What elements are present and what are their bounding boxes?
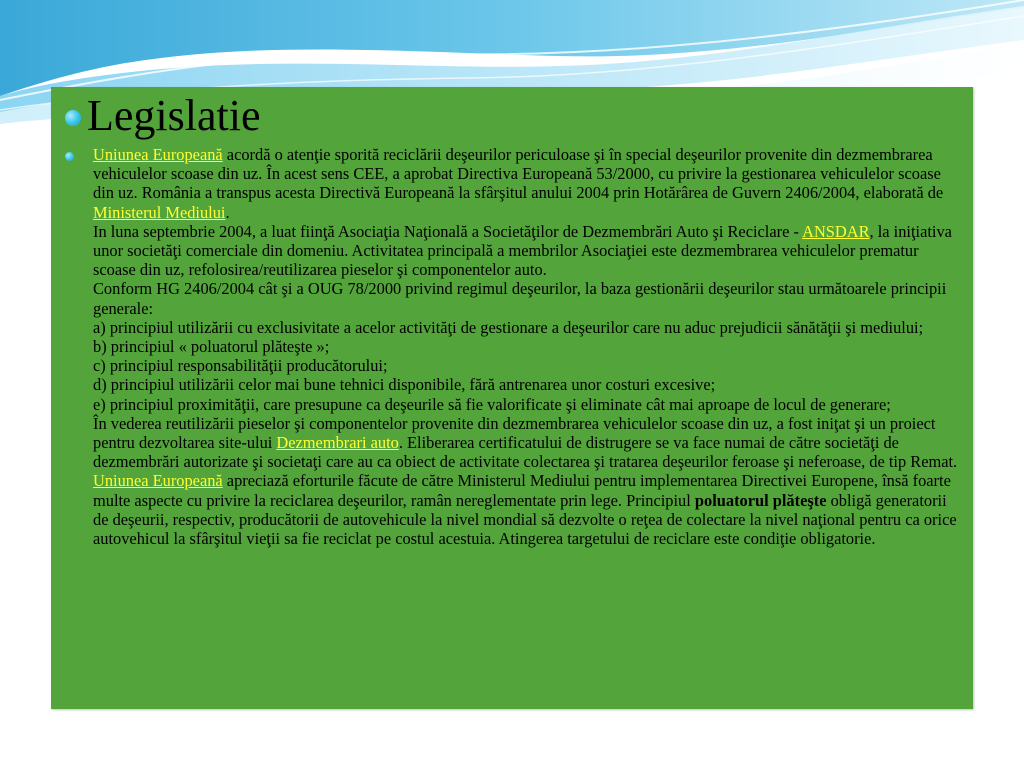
principle-item: d) principiul utilizării celor mai bune tehnici disponibile, fără antrenarea unor costuri excesive; [93,375,716,395]
link-uniunea-europeana[interactable]: Uniunea Europeană [93,145,223,164]
content-box [51,87,973,709]
link-dezmembrari-auto[interactable]: Dezmembrari auto [276,433,399,453]
link-ansdar[interactable]: ANSDAR [802,221,870,241]
principle-item: c) principiul responsabilităţii producătorului; [93,356,388,376]
title-row [65,91,261,141]
paragraph-reuse: În vederea reutilizării pieselor şi componentelor provenite din dezmembrarea vehiculelor scoase din uz, a fost iniţat şi un proiect pentru dezvoltarea site-ului Dezmembrari auto. Eliberarea certificatului de distrugere se va face numai de către societăţi de dezmembrări autorizate şi societaţi care au ca obiect de activitate colectarea şi tratarea deşeurilor feroase şi neferoase, de tip Remat. Uniunea Europeană apreciază eforturile făcute de către Ministerul Mediului pentru implementarea Directivei Europene, însă foarte multe aspecte cu privire la reciclarea deşeurilor, ramân nereglementate prin lege. Principiul poluatorul plăteşte obligă generatorii de deşeurii, respectiv, producătorii de autovehicule la nivel mondial să dezvolte o reţea de colectare la nivel naţional pentru ca orice autovehicul la sfârşitul vieţii sa fie reciclat pe costul acestuia. Atingerea targetului de reciclare este condiţie obligatorie. [93,413,958,549]
body-bullet [65,145,965,548]
principle-item: a) principiul utilizării cu exclusivitate a acelor activităţi de gestionare a deşeurilor care nu aduc prejudicii sănătăţii şi mediului; [93,317,924,337]
link-uniunea-europeana-2[interactable]: Uniunea Europeană [93,471,223,491]
principle-item: b) principiul « poluatorul plăteşte »; [93,337,330,357]
bullet-icon [65,110,81,126]
slide-title: Legislatie [87,91,261,140]
bold-poluatorul-plateste: poluatorul plăteşte [694,490,827,510]
paragraph-eu-directive: Uniunea Europeană acordă o atenţie sporită reciclării deşeurilor periculoase şi în special deşeurilor provenite din dezmembrarea vehiculelor scoase din uz. În acest sens CEE, a aprobat Directiva Europeană 53/2000, cu privire la gestionarea vehiculelor scoase din uz. România a transpus acesta Directivă Europeană la sfârşitul anului 2004 prin Hotărârea de Guvern 2406/2004, elaborată de Ministerul Mediului. [93,145,944,222]
paragraph-principles-intro: Conform HG 2406/2004 cât şi a OUG 78/2000 privind regimul deşeurilor, la baza gestionării deşeurilor stau următoarele principii generale: [93,279,947,318]
principle-item: e) principiul proximităţii, care presupune ca deşeurile să fie valorificate şi eliminate cât mai aproape de locul de generare; [93,394,891,414]
body-text [93,145,965,548]
link-ministerul-mediului[interactable]: Ministerul Mediului [93,202,226,222]
bullet-icon [65,152,74,161]
paragraph-ansdar: In luna septembrie 2004, a luat fiinţă Asociaţia Naţională a Societăţilor de Dezmembrări Auto şi Reciclare - ANSDAR, la iniţiativa unor societăţi comerciale din domeniu. Activitatea principală a membrilor Asociaţiei este dezmembrarea vehiculelor prematur scoase din uz, refolosirea/reutilizarea pieselor şi componentelor auto. [93,221,952,280]
